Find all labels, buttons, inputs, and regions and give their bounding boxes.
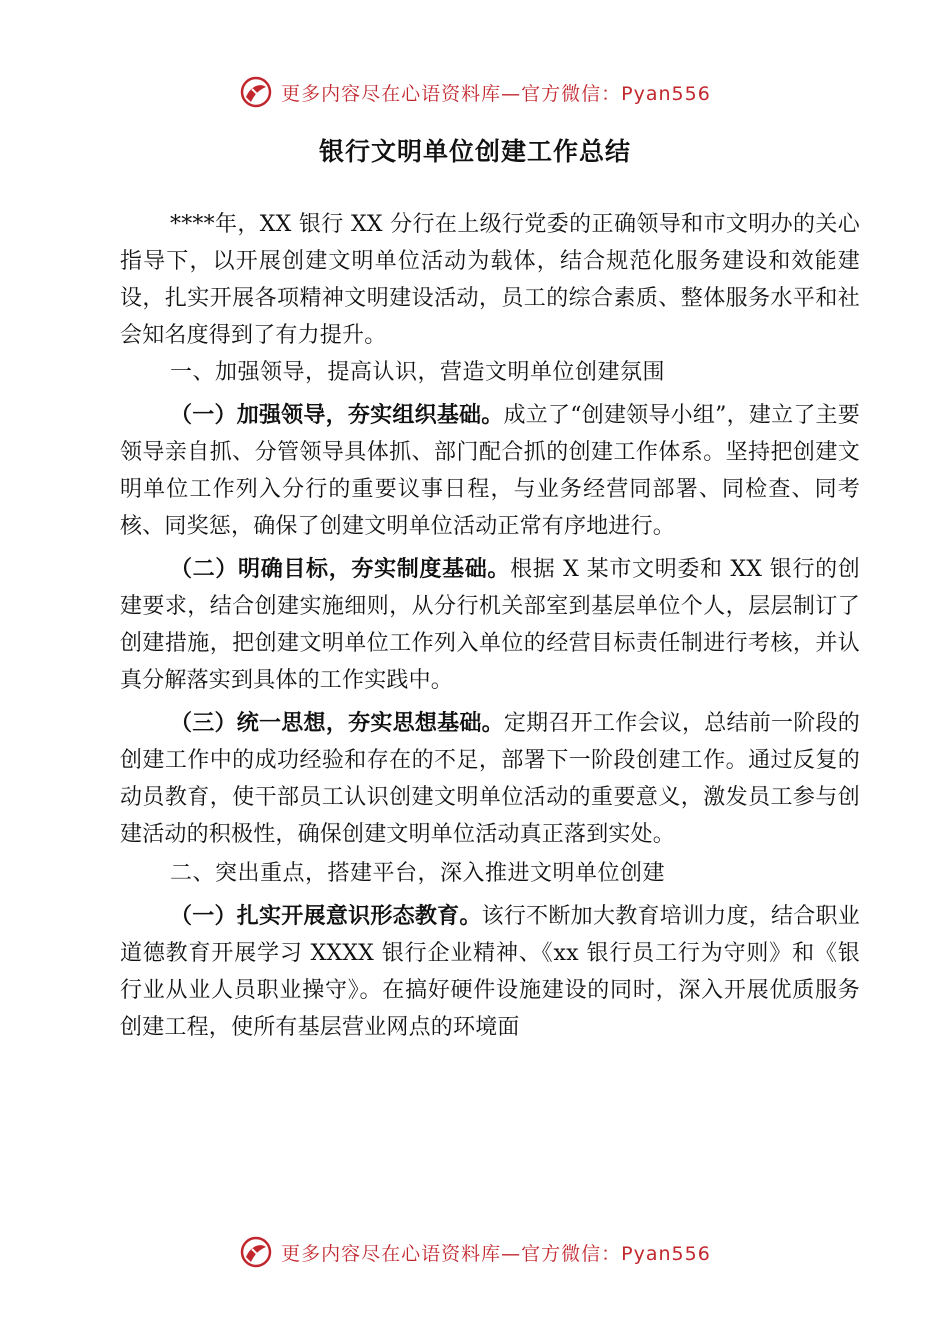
watermark-text: 更多内容尽在心语资料库—官方微信：Pyan556 (281, 82, 711, 105)
item-text: 该行不断加大教育培训力度，结合职业道德教育开展学习 XXXX 银行企业精神、《xx 银行员工行为守则》和《银行业从业人员职业操守》。在搞好硬件设施建设的同时，深入开展优质服务创建工程，使所有基层营业网点的环境面 (120, 904, 860, 1040)
item-lead: （三）统一思想，夯实思想基础。 (170, 711, 504, 736)
item-lead: （一）加强领导，夯实组织基础。 (170, 403, 504, 428)
footer-watermark (0, 1230, 950, 1274)
item-lead: （一）扎实开展意识形态教育。 (170, 904, 482, 929)
header-watermark (0, 70, 950, 114)
watermark-text: 更多内容尽在心语资料库—官方微信：Pyan556 (281, 1242, 711, 1265)
document-title: 银行文明单位创建工作总结 (318, 137, 631, 166)
section-1-heading: 一、加强领导，提高认识，营造文明单位创建氛围 (170, 360, 666, 385)
section-1-item-1 (120, 397, 860, 545)
document-body (120, 206, 860, 1046)
section-1-item-3 (120, 705, 860, 853)
item-text: 根据 X 某市文明委和 XX 银行的创建要求，结合创建实施细则，从分行机关部室到基层单位个人，层层制订了创建措施，把创建文明单位工作列入单位的经营目标责任制进行考核，并认真分解落实到具体的工作实践中。 (120, 557, 860, 693)
section-1-item-2 (120, 551, 860, 699)
watermark-logo-icon (239, 1235, 273, 1269)
item-lead: （二）明确目标，夯实制度基础。 (170, 557, 511, 582)
item-text: 定期召开工作会议，总结前一阶段的创建工作中的成功经验和存在的不足，部署下一阶段创建工作。通过反复的动员教育，使干部员工认识创建文明单位活动的重要意义，激发员工参与创建活动的积极性，确保创建文明单位活动真正落到实处。 (120, 711, 860, 847)
watermark-logo-icon (239, 75, 273, 109)
section-2-item-1 (120, 898, 860, 1046)
item-text: 成立了“创建领导小组”，建立了主要领导亲自抓、分管领导具体抓、部门配合抓的创建工作体系。坚持把创建文明单位工作列入分行的重要议事日程，与业务经营同部署、同检查、同考核、同奖惩，确保了创建文明单位活动正常有序地进行。 (120, 403, 860, 539)
section-2-heading: 二、突出重点，搭建平台，深入推进文明单位创建 (170, 861, 666, 886)
intro-paragraph: ****年，XX 银行 XX 分行在上级行党委的正确领导和市文明办的关心指导下，以开展创建文明单位活动为载体，结合规范化服务建设和效能建设，扎实开展各项精神文明建设活动，员工的综合素质、整体服务水平和社会知名度得到了有力提升。 (120, 212, 860, 348)
